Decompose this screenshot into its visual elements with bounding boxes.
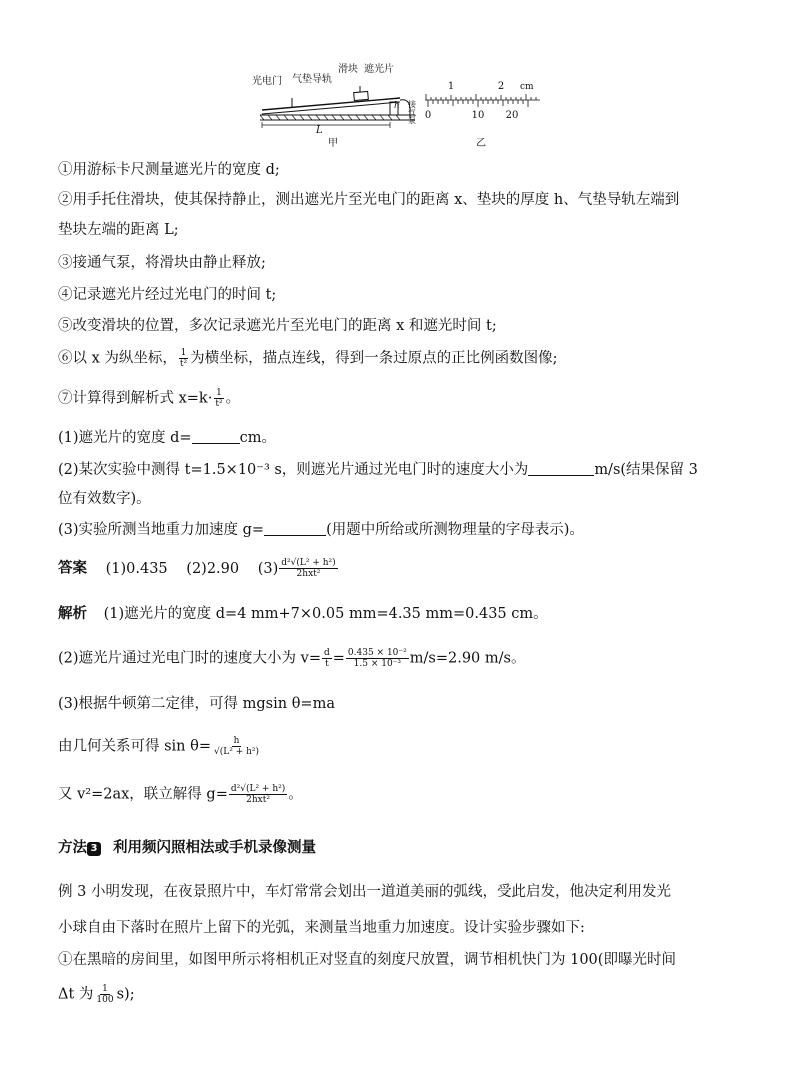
analysis-line-2: (2)遮光片通过光电门时的速度大小为 v= $\frac{d}{t}$ = $\frac{\text{0.435 × 10⁻²}}{\text{1.5 × 10⁻³}}$ m/s=2.90 m/s。 <box>58 648 526 669</box>
question-1: (1)遮光片的宽度 d= cm。 <box>58 430 276 446</box>
caliper-main-tick-1: 1 <box>447 81 455 92</box>
analysis-label: 解析 <box>58 606 87 622</box>
experiment-figure <box>250 60 550 150</box>
step-6: ⑥以 x 为纵坐标， $\frac{1}{\text{t²}}$ 为横坐标，描点连线，得到一条过原点的正比例函数图像; <box>58 348 558 369</box>
caliper-unit: cm <box>520 82 534 92</box>
fraction: $\frac{d}{t}$ <box>324 648 330 669</box>
caliper-vernier-tick-20: 20 <box>505 110 519 121</box>
method-heading: 方法 3 利用频闪照相法或手机录像测量 <box>58 840 316 856</box>
fraction: $\frac{\text{0.435 × 10⁻²}}{\text{1.5 × 10⁻³}}$ <box>347 648 407 669</box>
step-2-cont: 垫块左端的距离 L; <box>58 222 179 238</box>
answer-blank-3[interactable] <box>264 521 326 536</box>
answer-label: 答案 <box>58 560 87 577</box>
step-7: ⑦计算得到解析式 x=k· $\frac{1}{\text{t²}}$ 。 <box>58 388 241 409</box>
label-pump: 接气泵 <box>407 100 417 124</box>
example-line-1: 例 3 小明发现，在夜景照片中，车灯常常会划出一道道美丽的弧线，受此启发，他决定利用发光 <box>58 884 671 900</box>
analysis-line-1: 解析 (1)遮光片的宽度 d=4 mm+7×0.05 mm=4.35 mm=0.435 cm。 <box>58 606 548 622</box>
caption-a: 甲 <box>328 138 338 149</box>
answer-blank-1[interactable] <box>192 429 240 444</box>
fraction: $\frac{1}{\text{t²}}$ <box>179 348 188 369</box>
caption-b: 乙 <box>476 138 486 149</box>
fraction: $\frac{1}{100}$ <box>96 984 114 1005</box>
label-h: h <box>394 101 400 111</box>
fraction: $\frac{\text{d²√(L² + h²)}}{\text{2hxt²}}$ <box>281 558 336 579</box>
answer-blank-2[interactable] <box>528 461 594 476</box>
example-line-3: ①在黑暗的房间里，如图甲所示将相机正对竖直的刻度尺放置，调节相机快门为 100(即曝光时间 <box>58 952 676 968</box>
fraction: $\frac{h}{\text{√(L² + h²)}}$ <box>214 736 260 757</box>
analysis-line-4: 由几何关系可得 sin θ= $\frac{h}{\text{√(L² + h²)}}$ <box>58 736 260 757</box>
step-2: ②用手托住滑块，使其保持静止，测出遮光片至光电门的距离 x、垫块的厚度 h、气垫导轨左端到 <box>58 192 680 208</box>
fraction: $\frac{\text{d²√(L² + h²)}}{\text{2hxt²}}$ <box>230 784 286 805</box>
question-2-cont: 位有效数字)。 <box>58 491 151 507</box>
step-3: ③接通气泵，将滑块由静止释放; <box>58 255 266 271</box>
analysis-line-3: (3)根据牛顿第二定律，可得 mgsin θ=ma <box>58 696 335 712</box>
example-line-2: 小球自由下落时在照片上留下的光弧，来测量当地重力加速度。设计实验步骤如下: <box>58 920 585 936</box>
label-air-track: 气垫导轨 <box>292 74 332 85</box>
label-slider: 滑块 <box>338 64 358 75</box>
fraction: $\frac{1}{\text{t²}}$ <box>215 388 223 409</box>
caliper-main-tick-2: 2 <box>497 81 505 92</box>
question-3: (3)实验所测当地重力加速度 g= (用题中所给或所测物理量的字母表示)。 <box>58 522 584 538</box>
label-photogate: 光电门 <box>252 76 282 87</box>
example-line-4: Δt 为 $\frac{1}{100}$ s); <box>58 984 135 1005</box>
vernier-caliper <box>425 94 540 107</box>
label-shade: 遮光片 <box>364 64 394 75</box>
step-5: ⑤改变滑块的位置，多次记录遮光片至光电门的距离 x 和遮光时间 t; <box>58 318 497 334</box>
method-number-badge: 3 <box>87 842 101 856</box>
answer-line: 答案 (1)0.435 (2)2.90 (3) $\frac{\text{d²√(L² + h²)}}{\text{2hxt²}}$ <box>58 558 336 579</box>
step-4: ④记录遮光片经过光电门的时间 t; <box>58 287 277 303</box>
analysis-line-5: 又 v²=2ax，联立解得 g= $\frac{\text{d²√(L² + h²)}}{\text{2hxt²}}$ 。 <box>58 784 303 805</box>
caliper-vernier-tick-0: 0 <box>424 110 432 121</box>
air-track-apparatus <box>260 86 415 128</box>
question-2: (2)某次实验中测得 t=1.5×10⁻³ s，则遮光片通过光电门时的速度大小为 m/s(结果保留 3 <box>58 462 698 478</box>
step-1: ①用游标卡尺测量遮光片的宽度 d; <box>58 162 280 178</box>
label-L: L <box>316 125 323 136</box>
caliper-vernier-tick-10: 10 <box>471 110 485 121</box>
